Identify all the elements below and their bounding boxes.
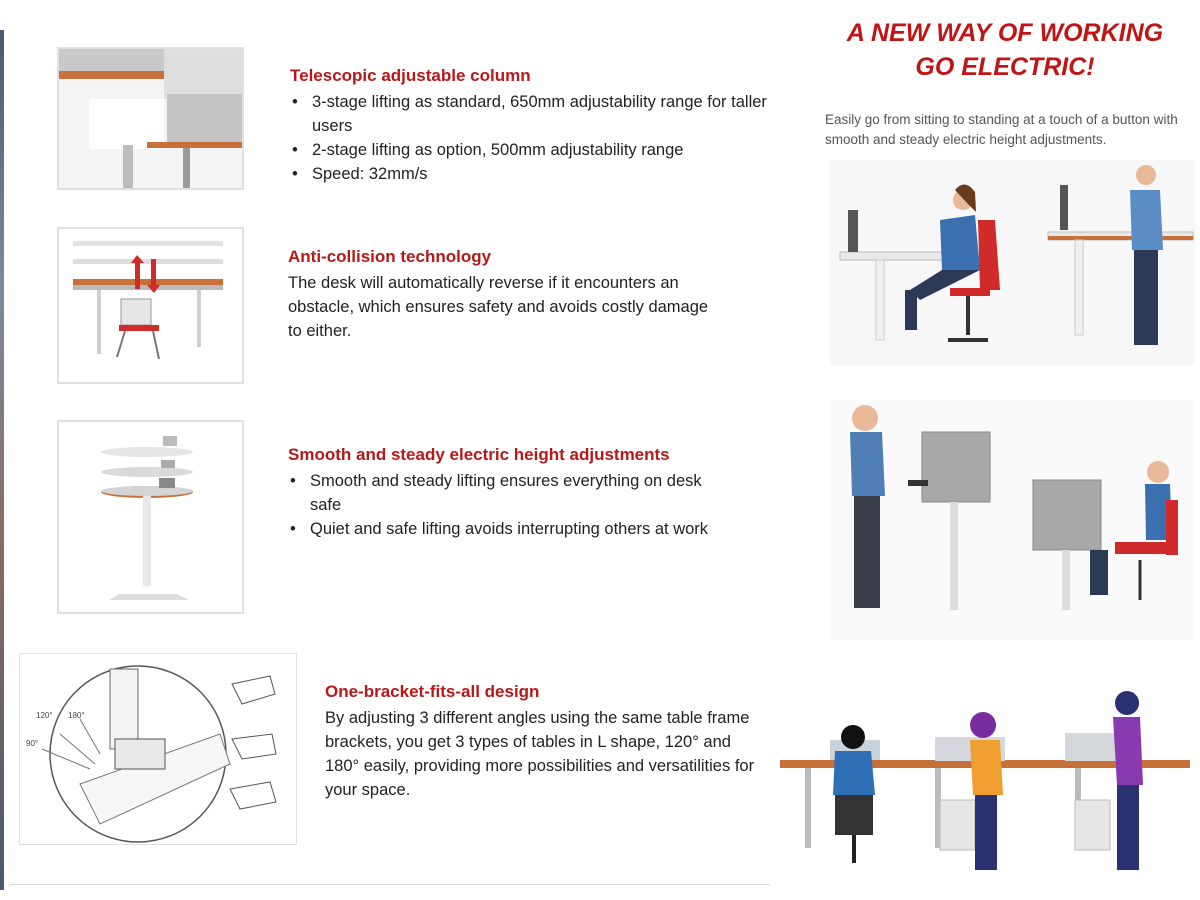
feature-anti-collision bbox=[288, 247, 718, 343]
feature-bullets bbox=[288, 469, 728, 541]
sit-stand-illustration bbox=[830, 160, 1195, 365]
bullet-item: • Speed: 32mm/s bbox=[312, 162, 790, 186]
left-edge-strip bbox=[0, 30, 4, 890]
feature-bullets bbox=[290, 90, 790, 186]
anti-collision-image bbox=[57, 227, 244, 384]
privacy-panel-illustration bbox=[830, 400, 1195, 640]
telescopic-column-image bbox=[57, 47, 244, 190]
bullet-item: • 2-stage lifting as option, 500mm adjustability range bbox=[312, 138, 790, 162]
bracket-diagram-image bbox=[19, 653, 297, 845]
feature-title: Telescopic adjustable column bbox=[290, 66, 531, 85]
bullet-item: • 3-stage lifting as standard, 650mm adjustability range for taller users bbox=[312, 90, 790, 138]
feature-title: Anti-collision technology bbox=[288, 247, 492, 266]
bullet-item: • Smooth and steady lifting ensures everything on desk safe bbox=[310, 469, 728, 517]
feature-body: By adjusting 3 different angles using the same table frame brackets, you get 3 types of tables in L shape, 120° and 180° easily, providing more possibilities and versatilities for your space. bbox=[325, 709, 755, 799]
feature-title: Smooth and steady electric height adjustments bbox=[288, 445, 670, 464]
bottom-divider bbox=[10, 884, 770, 885]
angle-label-120: 120° bbox=[36, 711, 53, 720]
hero-subtitle: Easily go from sitting to standing at a touch of a button with smooth and steady electric height adjustments. bbox=[825, 112, 1178, 147]
feature-title: One-bracket-fits-all design bbox=[325, 682, 540, 701]
hero-title-line1: A NEW WAY OF WORKING bbox=[846, 19, 1164, 47]
feature-smooth-lifting bbox=[288, 445, 728, 541]
feature-bracket bbox=[325, 682, 765, 802]
angle-label-90: 90° bbox=[26, 739, 39, 748]
hero-title-line2: GO ELECTRIC! bbox=[915, 53, 1095, 81]
feature-telescopic bbox=[290, 66, 790, 186]
bullet-item: • Quiet and safe lifting avoids interrupting others at work bbox=[310, 517, 728, 541]
feature-body: The desk will automatically reverse if it encounters an obstacle, which ensures safety and avoids costly damage to either. bbox=[288, 274, 709, 340]
hero-title bbox=[820, 16, 1190, 84]
angle-label-180: 180° bbox=[68, 711, 85, 720]
smooth-lifting-image bbox=[57, 420, 244, 614]
office-team-illustration bbox=[775, 685, 1195, 875]
